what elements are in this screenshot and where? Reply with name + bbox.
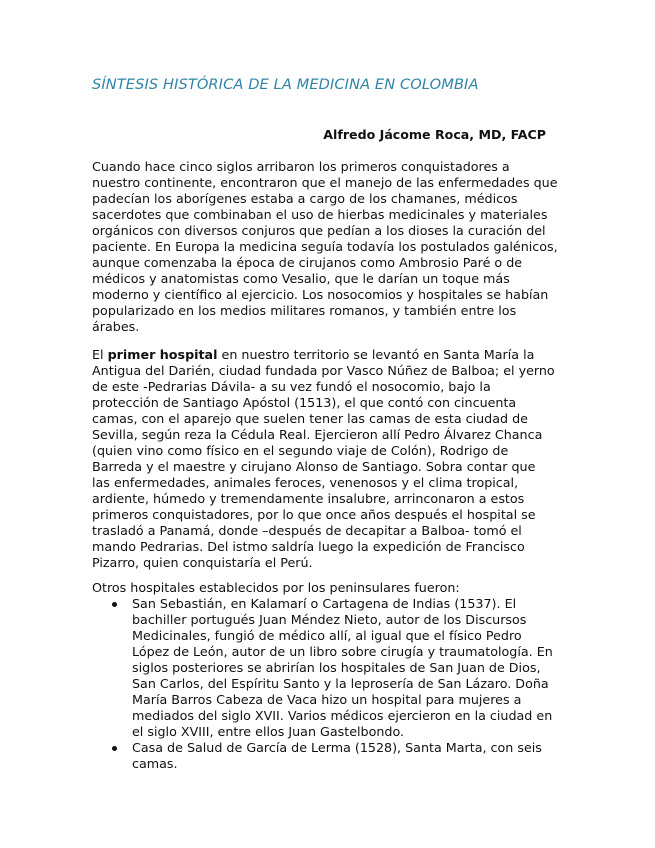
list-item — [132, 596, 612, 740]
paragraph-line: moderno y científico al ejercicio. Los nosocomios y hospitales se habían — [92, 287, 549, 302]
paragraph-line: camas, con el aparejo que suelen tener las camas de esta ciudad de — [92, 411, 528, 426]
list-item-line: el siglo XVIII, entre ellos Juan Gastelbondo. — [132, 724, 405, 739]
list-item-line: María Barros Cabeza de Vaca hizo un hospital para mujeres a — [132, 692, 522, 707]
document-title: SÍNTESIS HISTÓRICA DE LA MEDICINA EN COLOMBIA — [92, 76, 479, 93]
paragraph-line: mando Pedrarias. Del istmo saldría luego la expedición de Francisco — [92, 539, 525, 554]
list-item — [132, 740, 612, 772]
paragraph-line: las enfermedades, animales feroces, venenosos y el clima tropical, — [92, 475, 519, 490]
list-item-line: Casa de Salud de García de Lerma (1528), Santa Marta, con seis — [132, 740, 542, 755]
list-item-line: San Sebastián, en Kalamarí o Cartagena de Indias (1537). El — [132, 596, 517, 611]
paragraph-line: Antigua del Darién, ciudad fundada por Vasco Núñez de Balboa; el yerno — [92, 363, 555, 378]
paragraph-line: nuestro continente, encontraron que el manejo de las enfermedades que — [92, 175, 558, 190]
paragraph-line: médicos y anatomistas como Vesalio, que le darían un toque más — [92, 271, 510, 286]
list-item-line: bachiller portugués Juan Méndez Nieto, autor de los Discursos — [132, 612, 527, 627]
paragraph-line: paciente. En Europa la medicina seguía todavía los postulados galénicos, — [92, 239, 558, 254]
paragraph-line: sacerdotes que combinaban el uso de hierbas medicinales y materiales — [92, 207, 548, 222]
paragraph-intro — [92, 159, 572, 335]
hospital-list-intro: Otros hospitales establecidos por los peninsulares fueron: — [92, 580, 460, 595]
paragraph-prefix: El — [92, 347, 108, 362]
paragraph-line: primeros conquistadores, por lo que once años después el hospital se — [92, 507, 536, 522]
paragraph-rest: en nuestro territorio se levantó en Santa María la — [217, 347, 535, 362]
author-name: Alfredo Jácome Roca, MD, FACP — [323, 127, 546, 142]
paragraph-line: Barreda y el maestre y cirujano Alonso de Santiago. Sobra contar que — [92, 459, 536, 474]
list-item-line: San Carlos, del Espíritu Santo y la leprosería de San Lázaro. Doña — [132, 676, 549, 691]
list-item-line: Medicinales, fungió de médico allí, al igual que el físico Pedro — [132, 628, 522, 643]
paragraph-line: orgánicos con diversos conjuros que pedían a los dioses la curación del — [92, 223, 546, 238]
list-item-line: López de León, autor de un libro sobre cirugía y traumatología. En — [132, 644, 553, 659]
paragraph-line: trasladó a Panamá, donde –después de decapitar a Balboa- tomó el — [92, 523, 522, 538]
list-item-line: camas. — [132, 756, 178, 771]
hospital-list — [132, 596, 612, 772]
paragraph-line: popularizado en los medios militares romanos, y también entre los — [92, 303, 517, 318]
paragraph-line: padecían los aborígenes estaba a cargo de los chamanes, médicos — [92, 191, 518, 206]
paragraph-line: Sevilla, según reza la Cédula Real. Ejercieron allí Pedro Álvarez Chanca — [92, 427, 543, 442]
paragraph-line: (quien vino como físico en el segundo viaje de Colón), Rodrigo de — [92, 443, 509, 458]
list-item-line: mediados del siglo XVII. Varios médicos ejercieron en la ciudad en — [132, 708, 553, 723]
paragraph-line: protección de Santiago Apóstol (1513), el que contó con cincuenta — [92, 395, 517, 410]
first-hospital-bold: primer hospital — [107, 347, 218, 362]
paragraph-line: aunque comenzaba la época de cirujanos como Ambrosio Paré o de — [92, 255, 523, 270]
paragraph-line: Cuando hace cinco siglos arribaron los primeros conquistadores a — [92, 159, 510, 174]
paragraph-line: árabes. — [92, 319, 140, 334]
paragraph-line — [92, 347, 572, 363]
paragraph-line: de este -Pedrarias Dávila- a su vez fundó el nosocomio, bajo la — [92, 379, 491, 394]
bullet-icon — [112, 602, 117, 607]
list-item-line: siglos posteriores se abrirían los hospitales de San Juan de Dios, — [132, 660, 541, 675]
paragraph-line: Pizarro, quien conquistaría el Perú. — [92, 555, 313, 570]
bullet-icon — [112, 746, 117, 751]
paragraph-line: ardiente, húmedo y tremendamente insalubre, arrinconaron a estos — [92, 491, 525, 506]
paragraph-first-hospital — [92, 347, 572, 571]
